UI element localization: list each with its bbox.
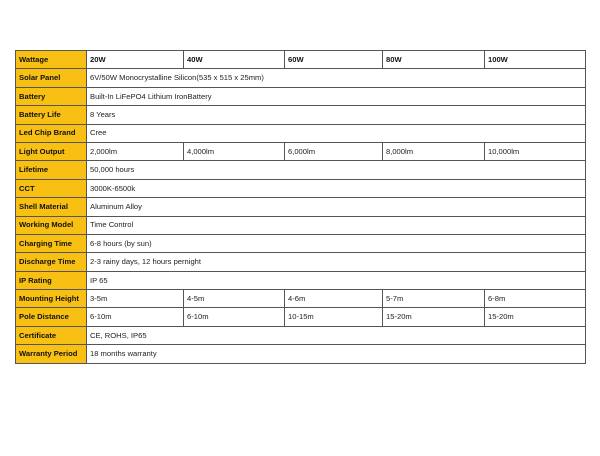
table-row <box>16 142 586 160</box>
row-value: 50,000 hours <box>87 161 586 179</box>
table-header-row <box>16 51 586 69</box>
table-row <box>16 271 586 289</box>
wattage-cell: 80W <box>383 51 485 69</box>
row-value: IP 65 <box>87 271 586 289</box>
table-row <box>16 161 586 179</box>
row-value: 5-7m <box>383 290 485 308</box>
row-value: 10,000lm <box>485 142 586 160</box>
wattage-cell: 40W <box>184 51 285 69</box>
row-label: Mounting Height <box>16 290 87 308</box>
table-row <box>16 87 586 105</box>
row-label: Led Chip Brand <box>16 124 87 142</box>
row-value: 3000K-6500k <box>87 179 586 197</box>
row-value: 10-15m <box>285 308 383 326</box>
table-row <box>16 234 586 252</box>
table-row <box>16 179 586 197</box>
row-value: Cree <box>87 124 586 142</box>
row-value: 4-6m <box>285 290 383 308</box>
row-label: Wattage <box>16 51 87 69</box>
row-label: CCT <box>16 179 87 197</box>
table-row <box>16 198 586 216</box>
row-label: Certificate <box>16 326 87 344</box>
table-row <box>16 69 586 87</box>
row-label: Working Model <box>16 216 87 234</box>
wattage-cell: 60W <box>285 51 383 69</box>
row-value: 6,000lm <box>285 142 383 160</box>
row-label: Warranty Period <box>16 345 87 363</box>
row-value: 18 months warranty <box>87 345 586 363</box>
row-value: Time Control <box>87 216 586 234</box>
row-value: 2-3 rainy days, 12 hours pernight <box>87 253 586 271</box>
row-label: IP Rating <box>16 271 87 289</box>
row-value: CE, ROHS, IP65 <box>87 326 586 344</box>
spec-table <box>15 50 586 364</box>
row-value: 6-10m <box>184 308 285 326</box>
row-value: Built-In LiFePO4 Lithium IronBattery <box>87 87 586 105</box>
row-label: Pole Distance <box>16 308 87 326</box>
table-row <box>16 326 586 344</box>
table-row <box>16 216 586 234</box>
row-label: Light Output <box>16 142 87 160</box>
wattage-cell: 20W <box>87 51 184 69</box>
row-value: 6-10m <box>87 308 184 326</box>
row-label: Battery <box>16 87 87 105</box>
row-value: 4,000lm <box>184 142 285 160</box>
row-value: Aluminum Alloy <box>87 198 586 216</box>
row-label: Solar Panel <box>16 69 87 87</box>
table-row <box>16 345 586 363</box>
table-row <box>16 124 586 142</box>
table-row <box>16 106 586 124</box>
row-value: 8 Years <box>87 106 586 124</box>
row-value: 6-8m <box>485 290 586 308</box>
row-value: 15-20m <box>485 308 586 326</box>
row-label: Battery Life <box>16 106 87 124</box>
row-value: 15-20m <box>383 308 485 326</box>
table-row <box>16 290 586 308</box>
table-row <box>16 253 586 271</box>
row-label: Shell Material <box>16 198 87 216</box>
row-value: 3-5m <box>87 290 184 308</box>
row-value: 6-8 hours (by sun) <box>87 234 586 252</box>
row-label: Lifetime <box>16 161 87 179</box>
row-value: 8,000lm <box>383 142 485 160</box>
row-label: Discharge Time <box>16 253 87 271</box>
row-label: Charging Time <box>16 234 87 252</box>
table-row <box>16 308 586 326</box>
row-value: 6V/50W Monocrystalline Silicon(535 x 515 x 25mm) <box>87 69 586 87</box>
row-value: 4-5m <box>184 290 285 308</box>
wattage-cell: 100W <box>485 51 586 69</box>
row-value: 2,000lm <box>87 142 184 160</box>
